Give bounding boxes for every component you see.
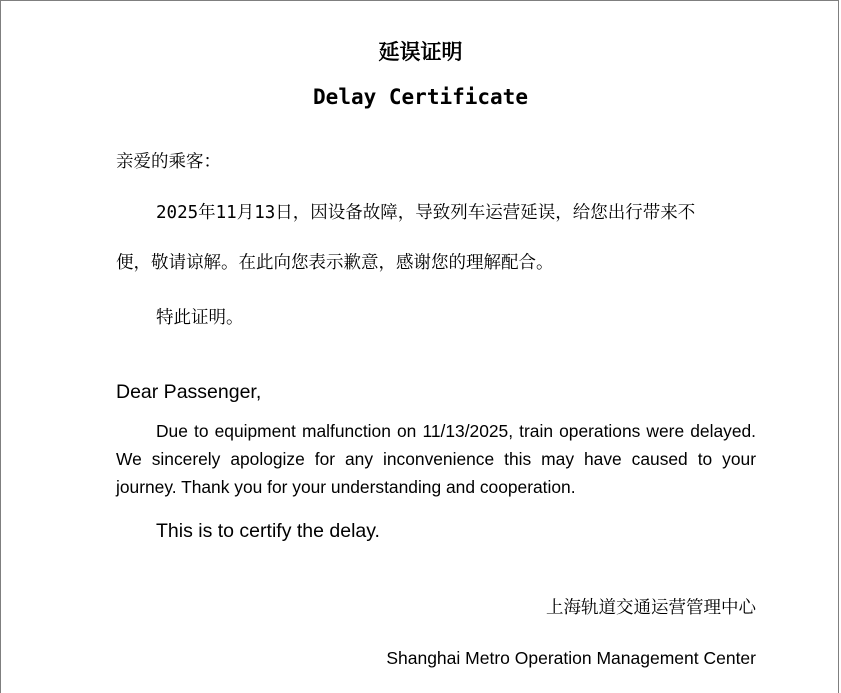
- certify-english: This is to certify the delay.: [156, 520, 380, 542]
- signature-chinese: 上海轨道交通运营管理中心: [546, 598, 756, 618]
- body-chinese-line-1: 2025年11月13日，因设备故障，导致列车运营延误，给您出行带来不: [156, 203, 696, 223]
- certify-chinese: 特此证明。: [156, 308, 244, 328]
- title-english: Delay Certificate: [313, 85, 528, 109]
- signature-english: Shanghai Metro Operation Management Center: [386, 648, 756, 668]
- salutation-chinese: 亲爱的乘客：: [116, 152, 221, 172]
- salutation-english: Dear Passenger,: [116, 381, 262, 403]
- title-chinese: 延误证明: [378, 39, 463, 64]
- body-chinese-line-2: 便，敬请谅解。在此向您表示歉意，感谢您的理解配合。: [116, 253, 554, 273]
- body-english: Due to equipment malfunction on 11/13/2025, train operations were delayed. We sincerely apologize for any inconvenience this may have caused to your journey. Thank you for your understanding and cooperation.: [116, 421, 756, 497]
